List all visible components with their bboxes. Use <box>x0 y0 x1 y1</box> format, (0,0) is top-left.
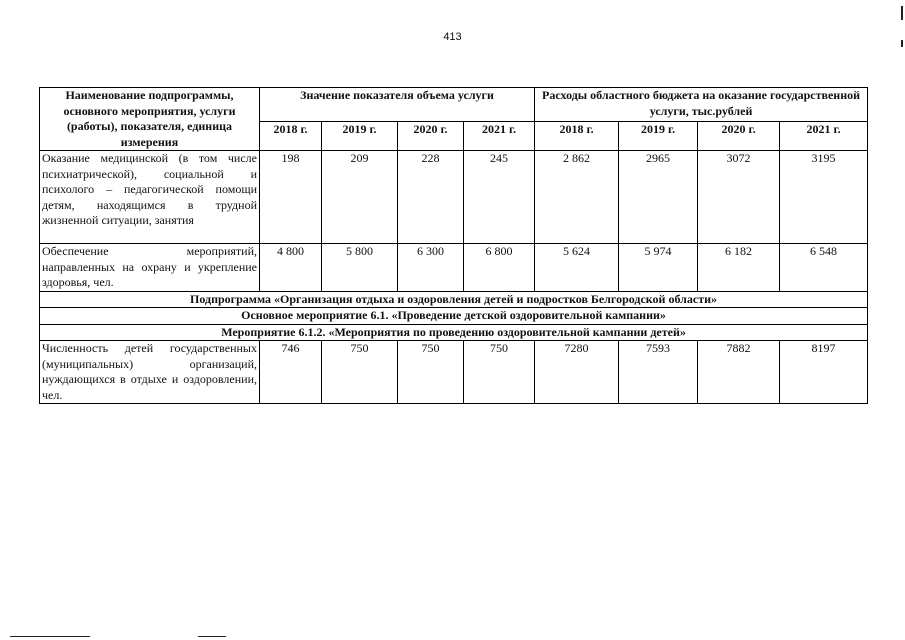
volume-group-header: Значение показателя объема услуги <box>260 88 535 122</box>
section-row <box>40 324 868 341</box>
section-row <box>40 291 868 308</box>
budget-year-2021: 2021 г. <box>780 122 868 151</box>
volume-year-2021: 2021 г. <box>464 122 535 151</box>
budget-2020: 6 182 <box>698 244 780 292</box>
budget-year-2020: 2020 г. <box>698 122 780 151</box>
scan-mark-right-lower <box>901 40 903 47</box>
subprogram-title: Подпрограмма «Организация отдыха и оздоровления детей и подростков Белгородской области» <box>40 291 868 308</box>
scan-mark-bottom-center <box>198 636 226 637</box>
volume-2019: 209 <box>322 151 398 244</box>
volume-2018: 198 <box>260 151 322 244</box>
budget-2019: 5 974 <box>619 244 698 292</box>
page-number: 413 <box>443 31 462 43</box>
budget-2018: 5 624 <box>535 244 619 292</box>
volume-2020: 750 <box>398 341 464 404</box>
budget-year-2019: 2019 г. <box>619 122 698 151</box>
volume-2020: 6 300 <box>398 244 464 292</box>
budget-year-2018: 2018 г. <box>535 122 619 151</box>
budget-2020: 3072 <box>698 151 780 244</box>
table-row <box>40 341 868 404</box>
volume-2021: 245 <box>464 151 535 244</box>
budget-2019: 2965 <box>619 151 698 244</box>
scan-mark-bottom-left <box>10 636 90 637</box>
budget-2021: 6 548 <box>780 244 868 292</box>
budget-2018: 7280 <box>535 341 619 404</box>
budget-2021: 8197 <box>780 341 868 404</box>
budget-2019: 7593 <box>619 341 698 404</box>
volume-year-2020: 2020 г. <box>398 122 464 151</box>
main-event-title: Основное мероприятие 6.1. «Проведение детской оздоровительной кампании» <box>40 308 868 325</box>
scan-mark-right <box>901 6 903 20</box>
volume-year-2018: 2018 г. <box>260 122 322 151</box>
row-name: Обеспечение мероприятий, направленных на охрану и укрепление здоровья, чел. <box>40 244 260 292</box>
budget-group-header: Расходы областного бюджета на оказание государственной услуги, тыс.рублей <box>535 88 868 122</box>
volume-2018: 746 <box>260 341 322 404</box>
name-column-header: Наименование подпрограммы, основного мероприятия, услуги (работы), показателя, единица измерения <box>40 88 260 151</box>
volume-2019: 5 800 <box>322 244 398 292</box>
section-row <box>40 308 868 325</box>
table-row <box>40 151 868 244</box>
volume-2018: 4 800 <box>260 244 322 292</box>
event-title: Мероприятие 6.1.2. «Мероприятия по проведению оздоровительной кампании детей» <box>40 324 868 341</box>
row-name: Численность детей государственных (муниципальных) организаций, нуждающихся в отдыхе и оздоровлении, чел. <box>40 341 260 404</box>
row-name: Оказание медицинской (в том числе психиатрической), социальной и психолого – педагогической помощи детям, находящимся в трудной жизненной ситуации, занятия <box>40 151 260 244</box>
volume-2020: 228 <box>398 151 464 244</box>
budget-2020: 7882 <box>698 341 780 404</box>
volume-2019: 750 <box>322 341 398 404</box>
volume-2021: 6 800 <box>464 244 535 292</box>
volume-year-2019: 2019 г. <box>322 122 398 151</box>
budget-2021: 3195 <box>780 151 868 244</box>
budget-table <box>39 87 868 404</box>
volume-2021: 750 <box>464 341 535 404</box>
header-row-groups <box>40 88 868 122</box>
budget-2018: 2 862 <box>535 151 619 244</box>
table-row <box>40 244 868 292</box>
